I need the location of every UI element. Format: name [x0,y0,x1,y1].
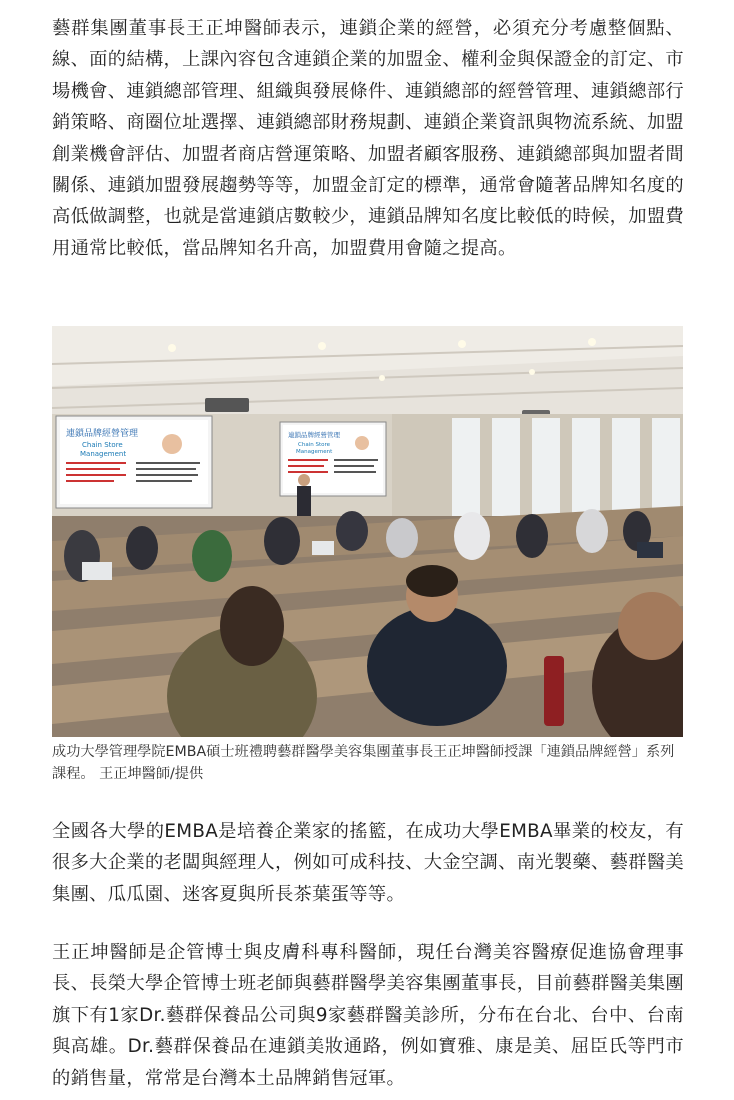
left-slide-subtitle-1: Chain Store [82,441,123,449]
paragraph-emba-alumni: 全國各大學的EMBA是培養企業家的搖籃，在成功大學EMBA畢業的校友，有很多大企業的老闆與經理人，例如可成科技、大金空調、南光製藥、藝群醫美集團、瓜瓜園、迷客夏與所長茶葉蛋等等。 [52,821,684,905]
photo-caption: 成功大學管理學院EMBA碩士班禮聘藝群醫學美容集團董事長王正坤醫師授課「連鎖品牌經營」系列課程。 王正坤醫師/提供 [52,744,675,782]
right-slide-subtitle-2: Management [296,449,333,455]
right-slide-subtitle-1: Chain Store [298,442,330,448]
left-slide-subtitle-2: Management [80,450,127,458]
left-slide-title: 連鎖品牌經營管理 [66,429,139,439]
right-slide-title: 連鎖品牌經營管理 [288,431,340,439]
article-figure [52,326,683,785]
classroom-photo [52,326,683,737]
paragraph-chain-store-content: 藝群集團董事長王正坤醫師表示，連鎖企業的經營，必須充分考慮整個點、線、面的結構，上課內容包含連鎖企業的加盟金、權利金與保證金的訂定、市場機會、連鎖總部管理、組織與發展條件、連鎖總部的經營管理、連鎖總部行銷策略、商圈位址選擇、連鎖總部財務規劃、連鎖企業資訊與物流系統、加盟創業機會評估、加盟者商店營運策略、加盟者顧客服務、連鎖總部與加盟者間關係、連鎖加盟發展趨勢等等，加盟金訂定的標準，通常會隨著品牌知名度的高低做調整，也就是當連鎖店數較少，連鎖品牌知名度比較低的時候，加盟費用通常比較低，當品牌知名升高，加盟費用會隨之提高。 [52,18,684,259]
paragraph-dr-wang-bio: 王正坤醫師是企管博士與皮膚科專科醫師，現任台灣美容醫療促進協會理事長、長榮大學企管博士班老師與藝群醫學美容集團董事長，目前藝群醫美集團旗下有1家Dr.藝群保養品公司與9家藝群醫美診所，分布在台北、台中、台南與高雄。Dr.藝群保養品在連鎖美妝通路，例如寶雅、康是美、屈臣氏等門市的銷售量，常常是台灣本土品牌銷售冠軍。 [52,942,684,1089]
